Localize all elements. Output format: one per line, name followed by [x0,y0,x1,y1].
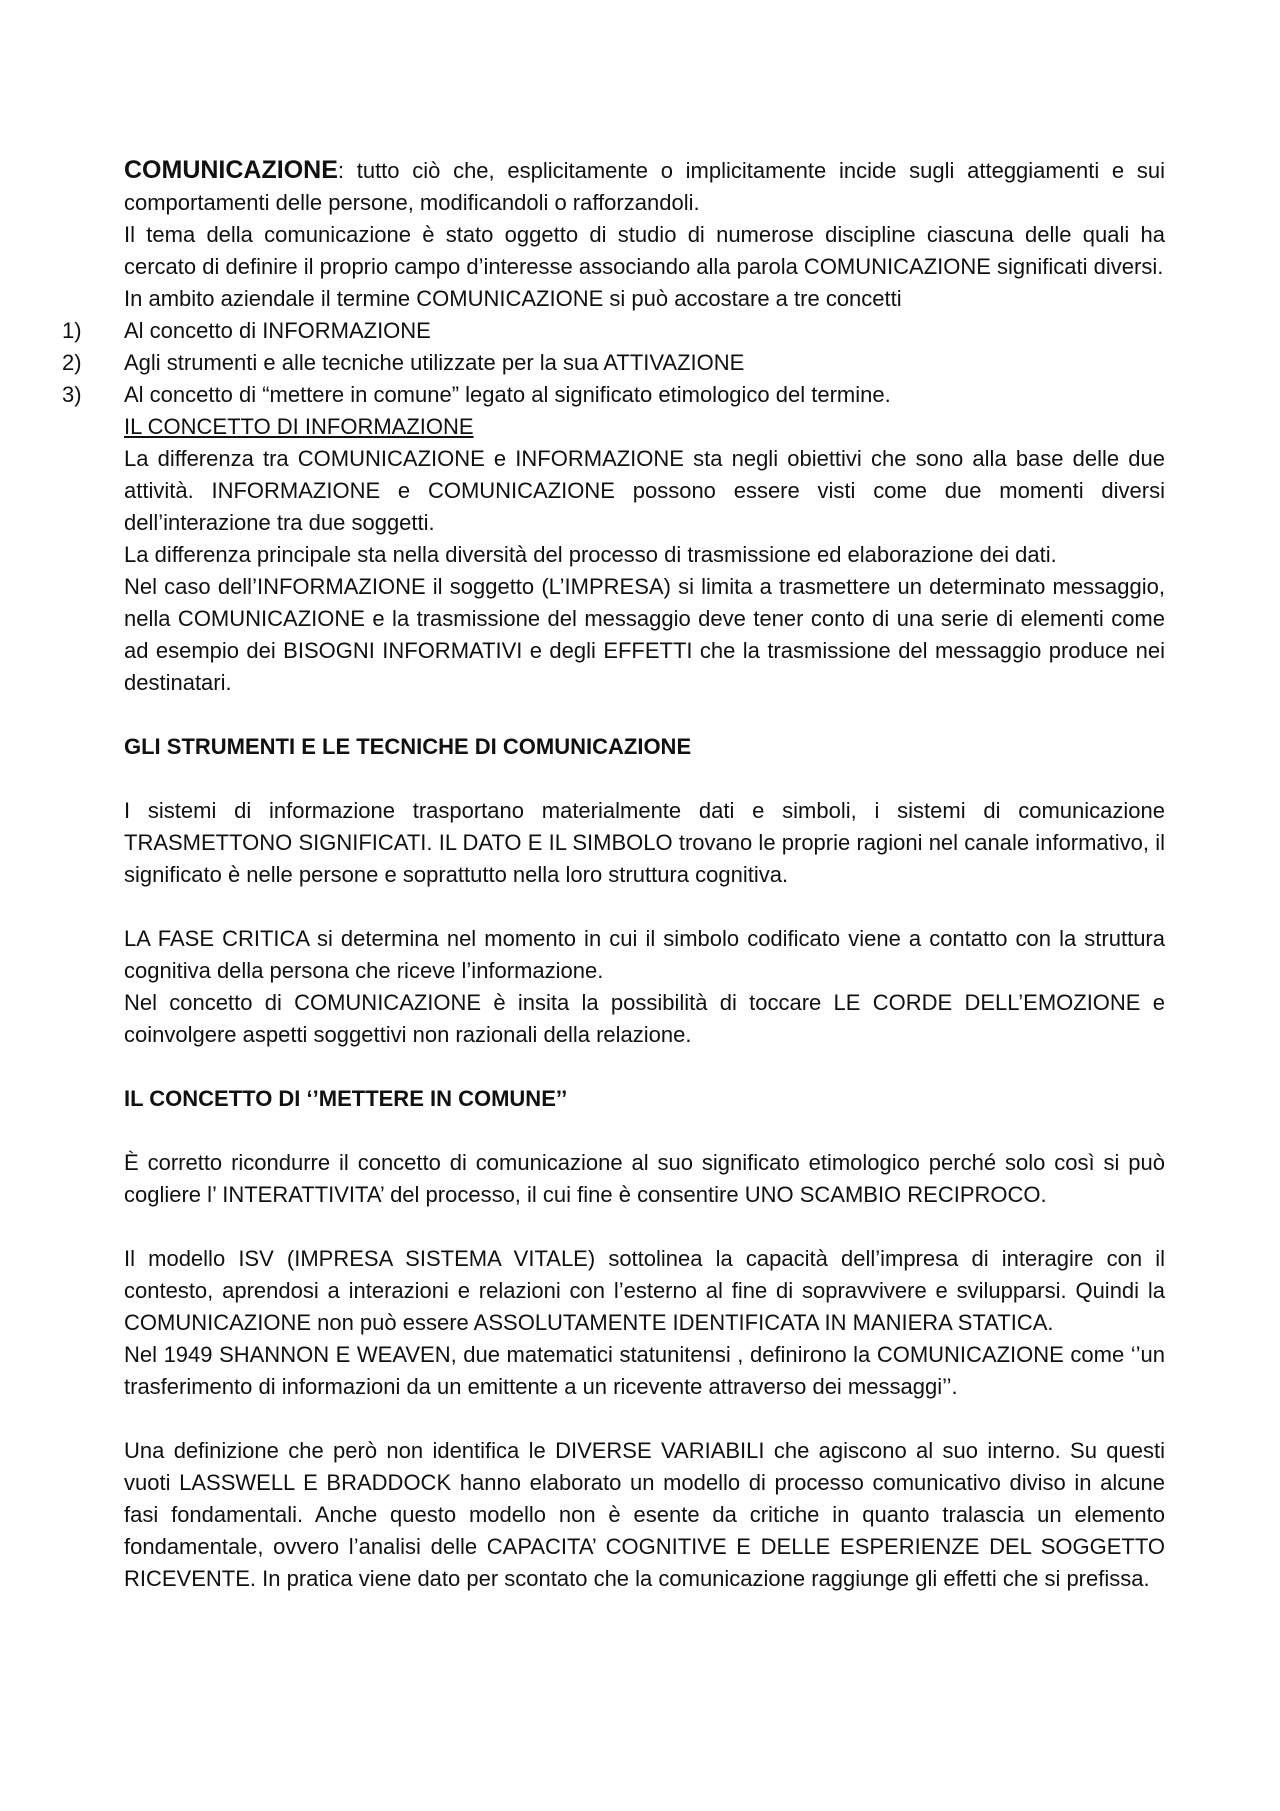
list-number: 1) [62,318,82,343]
lead-definition: : tutto ciò che, esplicitamente o implicitamente incide sugli atteggiamenti e sui comportamenti delle persone, modificandoli o rafforzandoli. [124,158,1165,215]
section2-paragraph-1: I sistemi di informazione trasportano materialmente dati e simboli, i sistemi di comunicazione TRASMETTONO SIGNIFICATI. IL DATO E IL SIMBOLO trovano le proprie ragioni nel canale informativo, il significato è nelle persone e soprattutto nella loro struttura cognitiva. [124,798,1165,887]
section-heading-strumenti: GLI STRUMENTI E LE TECNICHE DI COMUNICAZIONE [124,734,692,759]
section-heading-informazione: IL CONCETTO DI INFORMAZIONE [124,414,474,439]
list-item-text: Al concetto di INFORMAZIONE [124,318,431,343]
section2-paragraph-2: LA FASE CRITICA si determina nel momento in cui il simbolo codificato viene a contatto con la struttura cognitiva della persona che riceve l’informazione. [124,926,1165,983]
spacer [124,1403,1165,1435]
lead-term: COMUNICAZIONE [124,156,338,184]
intro-paragraph-2: Il tema della comunicazione è stato oggetto di studio di numerose discipline ciascuna delle quali ha cercato di definire il proprio campo d’interesse associando alla parola COMUNICAZIONE significati diversi. [124,222,1165,279]
spacer [124,1115,1165,1147]
spacer [124,1051,1165,1083]
list-item-text: Al concetto di “mettere in comune” legato al significato etimologico del termine. [124,382,891,407]
spacer [124,891,1165,923]
section1-paragraph-1: La differenza tra COMUNICAZIONE e INFORMAZIONE sta negli obiettivi che sono alla base delle due attività. INFORMAZIONE e COMUNICAZIONE possono essere visti come due momenti diversi dell’interazione tra due soggetti. [124,446,1165,535]
spacer [124,1211,1165,1243]
section-heading-mettere-in-comune: IL CONCETTO DI ‘’METTERE IN COMUNE’’ [124,1086,568,1111]
section3-paragraph-2: Il modello ISV (IMPRESA SISTEMA VITALE) sottolinea la capacità dell’impresa di interagire con il contesto, aprendosi a interazioni e relazioni con l’esterno al fine di sopravvivere e svilupparsi. Quindi la COMUNICAZIONE non può essere ASSOLUTAMENTE IDENTIFICATA IN MANIERA STATICA. [124,1246,1165,1335]
section3-paragraph-4: Una definizione che però non identifica le DIVERSE VARIABILI che agiscono al suo interno. Su questi vuoti LASSWELL E BRADDOCK hanno elaborato un modello di processo comunicativo diviso in alcune fasi fondamentali. Anche questo modello non è esente da critiche in quanto tralascia un elemento fondamentale, ovvero l’analisi delle CAPACITA’ COGNITIVE E DELLE ESPERIENZE DEL SOGGETTO RICEVENTE. In pratica viene dato per scontato che la comunicazione raggiunge gli effetti che si prefissa. [124,1438,1165,1591]
list-item-text: Agli strumenti e alle tecniche utilizzate per la sua ATTIVAZIONE [124,350,745,375]
section3-paragraph-3: Nel 1949 SHANNON E WEAVEN, due matematici statunitensi , definirono la COMUNICAZIONE come ‘’un trasferimento di informazioni da un emittente a un ricevente attraverso dei messaggi’’. [124,1342,1165,1399]
list-item [62,315,1165,347]
section1-paragraph-3: Nel caso dell’INFORMAZIONE il soggetto (L’IMPRESA) si limita a trasmettere un determinato messaggio, nella COMUNICAZIONE e la trasmissione del messaggio deve tener conto di una serie di elementi come ad esempio dei BISOGNI INFORMATIVI e degli EFFETTI che la trasmissione del messaggio produce nei destinatari. [124,574,1165,695]
list-number: 2) [62,350,82,375]
intro-paragraph-3: In ambito aziendale il termine COMUNICAZIONE si può accostare a tre concetti [124,286,902,311]
list-number: 3) [62,382,82,407]
document-body [62,154,1165,1595]
section2-paragraph-3: Nel concetto di COMUNICAZIONE è insita la possibilità di toccare LE CORDE DELL’EMOZIONE e coinvolgere aspetti soggettivi non razionali della relazione. [124,990,1165,1047]
intro-paragraph [124,154,1165,219]
list-item [62,379,1165,411]
spacer [124,763,1165,795]
list-item [62,347,1165,379]
section1-paragraph-2: La differenza principale sta nella diversità del processo di trasmissione ed elaborazione dei dati. [124,542,1057,567]
concepts-list [62,315,1165,411]
spacer [124,699,1165,731]
section3-paragraph-1: È corretto ricondurre il concetto di comunicazione al suo significato etimologico perché solo così si può cogliere l’ INTERATTIVITA’ del processo, il cui fine è consentire UNO SCAMBIO RECIPROCO. [124,1150,1165,1207]
